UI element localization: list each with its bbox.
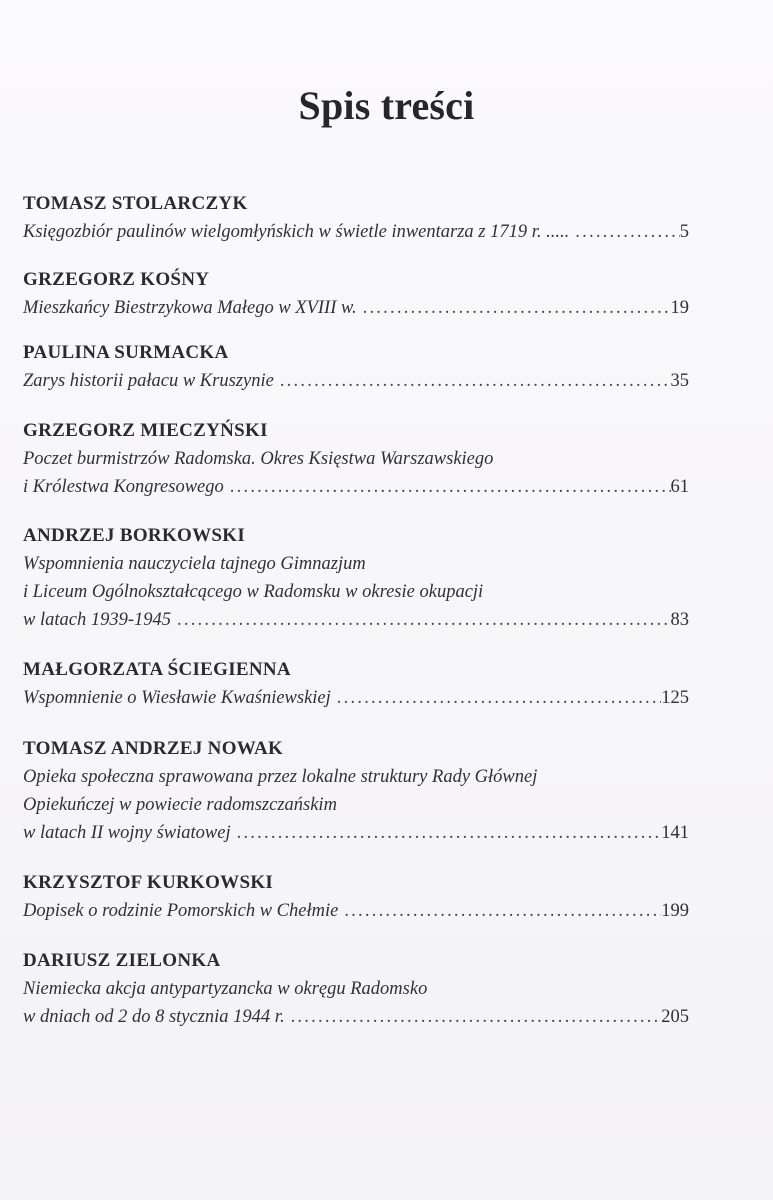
toc-entry (23, 947, 689, 1031)
entry-page-number: 83 (670, 610, 689, 630)
entry-title-line (23, 819, 689, 847)
entry-title-text: Zarys historii pałacu w Kruszynie (23, 371, 274, 391)
entry-title-line: Wspomnienia nauczyciela tajnego Gimnazjum (23, 554, 366, 574)
dot-leader (224, 473, 671, 501)
toc-entry (23, 339, 689, 395)
entry-title-line: i Liceum Ogólnokształcącego w Radomsku w okresie okupacji (23, 582, 484, 602)
toc-entry (23, 656, 689, 712)
entry-author: PAULINA SURMACKA (23, 342, 229, 363)
entry-page-number: 19 (670, 298, 689, 318)
toc-entry (23, 417, 689, 501)
entry-title-line (23, 294, 689, 322)
entry-page-number: 141 (661, 823, 689, 843)
entry-title-line (23, 473, 689, 501)
entry-author: GRZEGORZ MIECZYŃSKI (23, 420, 268, 441)
dot-leader (285, 1003, 662, 1031)
entry-title-text: w dniach od 2 do 8 stycznia 1944 r. (23, 1007, 285, 1027)
dot-leader (569, 218, 679, 246)
entry-title-text: w latach 1939-1945 (23, 610, 171, 630)
dot-leader (171, 606, 671, 634)
entry-author: TOMASZ STOLARCZYK (23, 193, 248, 214)
entry-page-number: 125 (661, 688, 689, 708)
entry-title-text: i Królestwa Kongresowego (23, 477, 224, 497)
toc-entry (23, 266, 689, 322)
entry-title-line: Opiekuńczej w powiecie radomszczańskim (23, 795, 337, 815)
entry-title-line (23, 218, 689, 246)
table-of-contents (23, 190, 689, 1052)
entry-page-number: 5 (679, 222, 689, 242)
dot-leader (274, 367, 671, 395)
dot-leader (338, 897, 661, 925)
entry-page-number: 61 (670, 477, 689, 497)
entry-title-line: Opieka społeczna sprawowana przez lokalne struktury Rady Głównej (23, 767, 538, 787)
entry-title-line (23, 606, 689, 634)
dot-leader (357, 294, 671, 322)
entry-title-text: Mieszkańcy Biestrzykowa Małego w XVIII w. (23, 298, 357, 318)
entry-page-number: 205 (661, 1007, 689, 1027)
entry-title-line: Niemiecka akcja antypartyzancka w okręgu Radomsko (23, 979, 428, 999)
dot-leader (331, 684, 661, 712)
entry-author: GRZEGORZ KOŚNY (23, 269, 210, 290)
entry-title-line: Poczet burmistrzów Radomska. Okres Księstwa Warszawskiego (23, 449, 494, 469)
toc-entry (23, 190, 689, 246)
entry-author: ANDRZEJ BORKOWSKI (23, 525, 246, 546)
entry-page-number: 35 (670, 371, 689, 391)
entry-title-line (23, 1003, 689, 1031)
entry-title-text: Wspomnienie o Wiesławie Kwaśniewskiej (23, 688, 331, 708)
entry-title-text: Dopisek o rodzinie Pomorskich w Chełmie (23, 901, 339, 921)
toc-entry (23, 869, 689, 925)
page-title: Spis treści (298, 83, 475, 128)
entry-page-number: 199 (661, 901, 689, 921)
entry-title-line (23, 684, 689, 712)
entry-title-line (23, 897, 689, 925)
toc-entry (23, 522, 689, 634)
entry-author: DARIUSZ ZIELONKA (23, 950, 221, 971)
entry-title-line (23, 367, 689, 395)
toc-entry (23, 735, 689, 847)
entry-author: MAŁGORZATA ŚCIEGIENNA (23, 659, 291, 680)
dot-leader (231, 819, 662, 847)
entry-author: KRZYSZTOF KURKOWSKI (23, 872, 274, 893)
entry-title-text: Księgozbiór paulinów wielgomłyńskich w świetle inwentarza z 1719 r. ..... (23, 222, 570, 242)
entry-author: TOMASZ ANDRZEJ NOWAK (23, 738, 284, 759)
entry-title-text: w latach II wojny światowej (23, 823, 231, 843)
